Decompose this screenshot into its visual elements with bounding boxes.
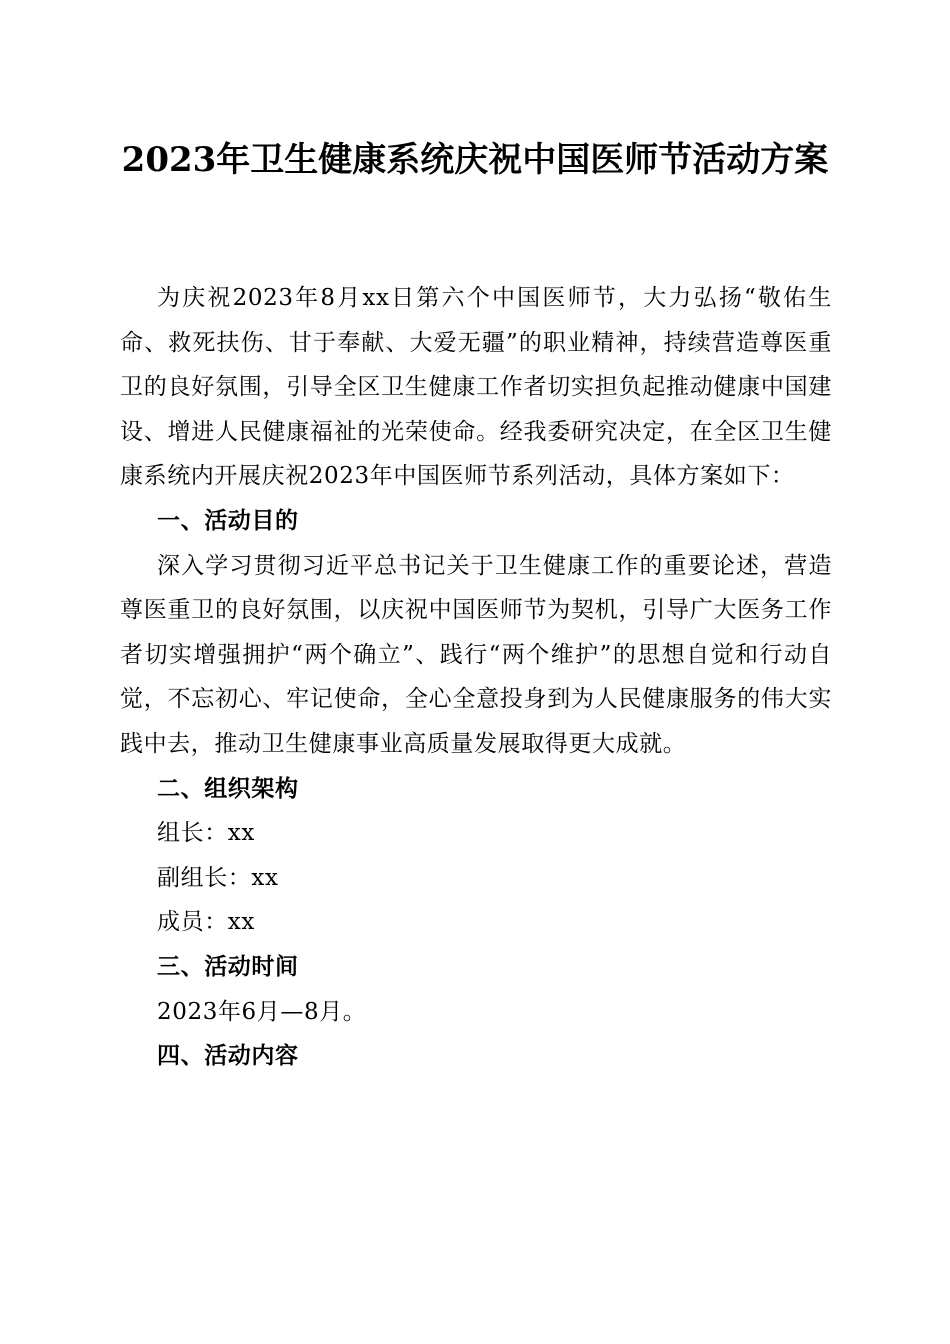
section-heading-content: 四、活动内容 <box>157 1042 299 1070</box>
org-members: 成员：xx <box>157 909 255 936</box>
purpose-paragraph: 深入学习贯彻习近平总书记关于卫生健康工作的重要论述，营造尊医重卫的良好氛围，以庆祝中国医师节为契机，引导广大医务工作者切实增强拥护“两个确立”、践行“两个维护”的思想自觉和行动自觉，不忘初心、牢记使命，全心全意投身到为人民健康服务的伟大实践中去，推动卫生健康事业高质量发展取得更大成就。 <box>120 552 832 757</box>
org-leader: 组长：xx <box>157 820 255 847</box>
section-heading-purpose: 一、活动目的 <box>157 506 299 534</box>
section-heading-time: 三、活动时间 <box>157 952 299 980</box>
intro-paragraph: 为庆祝2023年8月xx日第六个中国医师节，大力弘扬“敬佑生命、救死扶伤、甘于奉献、大爱无疆”的职业精神，持续营造尊医重卫的良好氛围，引导全区卫生健康工作者切实担负起推动健康中国建设、增进人民健康福祉的光荣使命。经我委研究决定，在全区卫生健康系统内开展庆祝2023年中国医师节系列活动，具体方案如下： <box>120 285 832 490</box>
activity-time: 2023年6月—8月。 <box>157 998 367 1025</box>
document-title: 2023年卫生健康系统庆祝中国医师节活动方案 <box>121 140 829 180</box>
org-deputy-leader: 副组长：xx <box>157 864 279 891</box>
section-heading-organization: 二、组织架构 <box>157 774 299 802</box>
document-body <box>120 276 832 1079</box>
